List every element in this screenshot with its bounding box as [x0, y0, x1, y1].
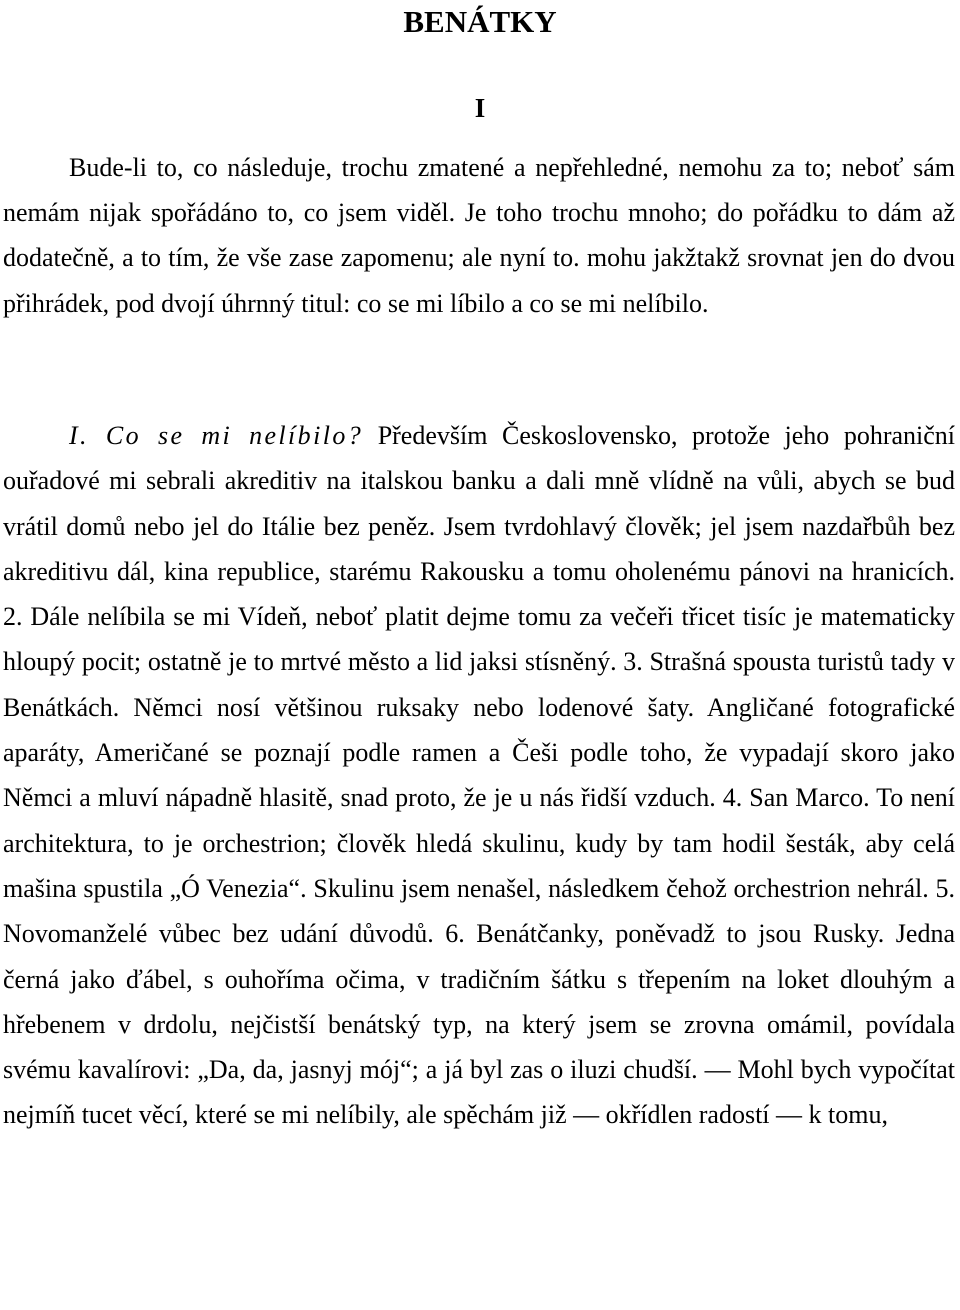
paragraph-intro: Bude-li to, co následuje, trochu zmatené a nepřehledné, nemohu za to; neboť sám nemám nijak spořádáno to, co jsem viděl. Je toho trochu mnoho; do pořádku to dám až dodatečně, a to tím, že vše zase zapomenu; ale nyní to. mohu jakžtakž srovnat jen do dvou přihrádek, pod dvojí úhrnný titul: co se mi líbilo a co se mi nelíbilo.	[3, 153, 955, 318]
section-heading: I. Co se mi nelíbilo?	[69, 421, 364, 450]
paragraph-dislikes	[3, 413, 955, 1138]
chapter-number: I	[474, 93, 486, 123]
document-title: BENÁTKY	[403, 4, 557, 39]
paragraph-dislikes-text: Především Československo, protože jeho pohraniční ouřadové mi sebrali akreditiv na italskou banku a dali mně vlídně na vůli, abych se bud vrátil domů nebo jel do Itálie bez peněz. Jsem tvrdohlavý člověk; jel jsem nazdařbůh bez akreditivu dál, kina republice, starému Rakousku a tomu oholenému pánovi na hranicích. 2. Dále nelíbila se mi Vídeň, neboť platit dejme tomu za večeři třicet tisíc je matematicky hloupý pocit; ostatně je to mrtvé město a lid jaksi stísněný. 3. Strašná spousta turistů tady v Benátkách. Němci nosí většinou ruksaky nebo lodenové šaty. Angličané fotografické aparáty, Američané se poznají podle ramen a Češi podle toho, že vypadají skoro jako Němci a mluví nápadně hlasitě, snad proto, že je u nás řidší vzduch. 4. San Marco. To není architektura, to je orchestrion; člověk hledá skulinu, kudy by tam hodil šesták, aby celá mašina spustila „Ó Venezia“. Skulinu jsem nenašel, následkem čehož orchestrion nehrál. 5. Novomanželé vůbec bez udání důvodů. 6. Benátčanky, poněvadž to jsou Rusky. Jedna černá jako ďábel, s ouhoříma očima, v tradičním šátku s třepením na loket dlouhým a hřebenem v drdolu, nejčistší benátský typ, na který jsem se zrovna omámil, povídala svému kavalírovi: „Da, da, jasnyj mój“; a já byl zas o iluzi chudší. — Mohl bych vypočítat nejmíň tucet věcí, které se mi nelíbily, ale spěchám již — okřídlen radostí — k tomu,	[3, 421, 956, 1130]
